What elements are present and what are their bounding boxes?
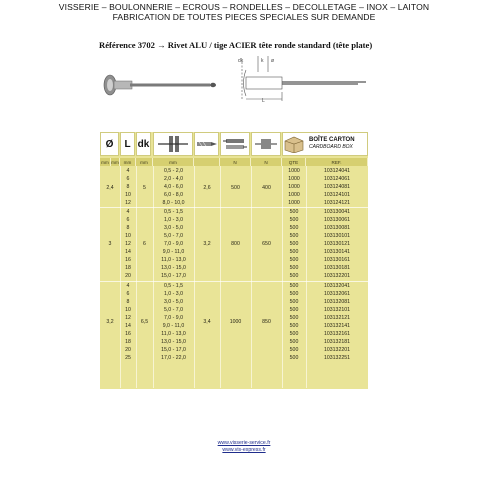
drawing-label-l: L [262, 98, 265, 102]
group-shear: 500 [231, 185, 240, 191]
group-drill: 3,4 [203, 319, 211, 325]
col-header-drill-icon [194, 132, 219, 156]
cell-range: 15,0 - 17,0 [161, 273, 186, 279]
cell-ref: 103132121 [324, 315, 350, 321]
cell-qty: 500 [289, 315, 299, 321]
cell-qty: 500 [289, 355, 299, 361]
cell-ref: 103132181 [324, 339, 350, 345]
unit-dk: mm [136, 158, 153, 166]
website-link-2[interactable]: www.vis-express.fr [222, 447, 266, 453]
cell-qty: 1000 [288, 168, 300, 174]
cell-range: 1,0 - 3,0 [163, 291, 184, 297]
cell-ref: 103124081 [324, 184, 350, 190]
cell-l: 10 [125, 233, 131, 239]
group-divider [100, 207, 368, 208]
cell-ref: 103130101 [324, 233, 350, 239]
cell-ref: 103124101 [324, 192, 350, 198]
group-tensile: 650 [262, 241, 271, 247]
col-header-shear-icon [220, 132, 250, 156]
cell-l: 6 [126, 176, 130, 182]
cell-range: 7,0 - 9,0 [163, 315, 184, 321]
group-divider [100, 281, 368, 282]
cell-l: 4 [126, 209, 130, 215]
cell-qty: 1000 [288, 176, 300, 182]
cell-l: 6 [126, 217, 130, 223]
unit-shear: N [220, 158, 251, 166]
cell-range: 7,0 - 9,0 [163, 241, 184, 247]
cell-l: 16 [125, 331, 131, 337]
group-shear: 800 [231, 241, 240, 247]
group-drill: 3,2 [203, 241, 211, 247]
cell-range: 5,0 - 7,0 [163, 307, 184, 313]
cell-ref: 103130141 [324, 249, 350, 255]
rivet-spec-table [100, 132, 368, 389]
unit-ref: REF. [306, 158, 368, 166]
group-d: 3 [108, 241, 112, 247]
cell-ref: 103124121 [324, 200, 350, 206]
cell-qty: 500 [289, 291, 299, 297]
cell-ref: 103132061 [324, 291, 350, 297]
cell-range: 6,0 - 8,0 [163, 192, 184, 198]
group-shear: 1000 [229, 319, 242, 325]
cell-range: 8,0 - 10,0 [162, 200, 185, 206]
cell-l: 4 [126, 168, 130, 174]
group-dk: 6 [143, 241, 146, 247]
col-divider [194, 166, 195, 388]
cell-ref: 103124041 [324, 168, 350, 174]
cell-qty: 1000 [288, 184, 300, 190]
cell-range: 3,0 - 5,0 [163, 299, 184, 305]
drawing-label-dk: dk [238, 58, 244, 64]
cell-ref: 103130041 [324, 209, 350, 215]
cell-ref: 103132201 [324, 273, 350, 279]
cell-range: 13,0 - 15,0 [161, 265, 186, 271]
cell-l: 20 [125, 347, 131, 353]
unit-drill [194, 158, 220, 166]
group-dk: 5 [143, 185, 146, 191]
cell-qty: 500 [289, 273, 299, 279]
cell-l: 14 [125, 323, 131, 329]
cell-range: 4,0 - 6,0 [163, 184, 184, 190]
cell-qty: 500 [289, 217, 299, 223]
cell-ref: 103132251 [324, 355, 350, 361]
cell-l: 8 [126, 299, 130, 305]
cell-l: 18 [125, 339, 131, 345]
cell-range: 5,0 - 7,0 [163, 233, 184, 239]
cell-range: 17,0 - 22,0 [161, 355, 186, 361]
cell-qty: 500 [289, 209, 299, 215]
cell-ref: 103124061 [324, 176, 350, 182]
group-d: 3,2 [106, 319, 114, 325]
cell-l: 6 [126, 291, 130, 297]
cell-qty: 1000 [288, 200, 300, 206]
rivet-technical-drawing [96, 52, 376, 102]
group-d: 2,4 [106, 185, 114, 191]
cell-ref: 103132161 [324, 331, 350, 337]
drawing-label-d: ø [271, 58, 275, 64]
cell-qty: 500 [289, 241, 299, 247]
cell-qty: 500 [289, 265, 299, 271]
cell-qty: 500 [289, 299, 299, 305]
header-line-2: FABRICATION DE TOUTES PIECES SPECIALES SUR DEMANDE [112, 12, 376, 22]
cell-l: 8 [126, 225, 130, 231]
cell-range: 9,0 - 11,0 [162, 249, 185, 255]
cell-qty: 500 [289, 347, 299, 353]
group-tensile: 400 [262, 185, 271, 191]
rivet-photo [104, 75, 216, 95]
col-header-dk: dk [136, 132, 151, 156]
col-header-box [282, 132, 368, 156]
cell-ref: 103130161 [324, 257, 350, 263]
col-header-l: L [120, 132, 135, 156]
drawing-label-k: k [261, 58, 264, 64]
cell-l: 18 [125, 265, 131, 271]
col-divider [251, 166, 252, 388]
cell-l: 12 [125, 315, 131, 321]
cell-ref: 103130181 [324, 265, 350, 271]
cell-range: 0,5 - 2,0 [163, 168, 184, 174]
group-drill: 2,6 [203, 185, 211, 191]
col-header-tensile-icon [251, 132, 281, 156]
cell-ref: 103132101 [324, 307, 350, 313]
unit-d: mm [100, 158, 111, 166]
cell-range: 0,5 - 1,5 [163, 209, 184, 215]
unit-tensile: N [251, 158, 282, 166]
cell-qty: 500 [289, 339, 299, 345]
header-line-1: VISSERIE – BOULONNERIE – ECROUS – RONDELLES – DECOLLETAGE – INOX – LAITON [58, 2, 430, 12]
cell-range: 3,0 - 5,0 [163, 225, 184, 231]
cell-l: 4 [126, 283, 130, 289]
box-title: BOÎTE CARTON [309, 137, 355, 143]
box-subtitle: CARDBOARD BOX [309, 144, 353, 150]
reference-title: Référence 3702 → Rivet ALU / tige ACIER tête ronde standard (tête plate) [99, 40, 373, 50]
cell-range: 9,0 - 11,0 [162, 323, 185, 329]
website-link-1[interactable]: www.visserie-service.fr [217, 440, 271, 446]
cell-l: 10 [125, 192, 131, 198]
cardboard-box-icon [283, 135, 305, 153]
col-header-d: Ø [100, 132, 119, 156]
unit-d-2: mm [111, 159, 119, 165]
cell-ref: 103132141 [324, 323, 350, 329]
cell-range: 2,0 - 4,0 [163, 176, 184, 182]
unit-range: mm [153, 158, 194, 166]
cell-range: 1,0 - 3,0 [163, 217, 184, 223]
cell-l: 16 [125, 257, 131, 263]
cell-qty: 500 [289, 307, 299, 313]
group-tensile: 850 [262, 319, 271, 325]
cell-l: 12 [125, 241, 131, 247]
cell-qty: 500 [289, 225, 299, 231]
cell-ref: 103132201 [324, 347, 350, 353]
cell-range: 11,0 - 13,0 [161, 257, 186, 263]
cell-qty: 500 [289, 323, 299, 329]
unit-l: mm [120, 158, 136, 166]
cell-qty: 500 [289, 233, 299, 239]
unit-qty: QTE [282, 158, 306, 166]
group-dk: 6,5 [140, 319, 149, 325]
cell-l: 8 [126, 184, 130, 190]
col-divider [136, 166, 137, 388]
cell-qty: 500 [289, 257, 299, 263]
cell-ref: 103130061 [324, 217, 350, 223]
cell-l: 12 [125, 200, 131, 206]
cell-l: 20 [125, 273, 131, 279]
cell-range: 0,5 - 1,5 [163, 283, 184, 289]
cell-ref: 103130081 [324, 225, 350, 231]
cell-range: 13,0 - 15,0 [161, 339, 186, 345]
cell-qty: 500 [289, 283, 299, 289]
cell-qty: 500 [289, 331, 299, 337]
cell-qty: 1000 [288, 192, 300, 198]
cell-range: 15,0 - 17,0 [161, 347, 186, 353]
cell-qty: 500 [289, 249, 299, 255]
cell-l: 25 [125, 355, 131, 361]
cell-l: 14 [125, 249, 131, 255]
col-header-grip-icon [153, 132, 193, 156]
cell-range: 11,0 - 13,0 [161, 331, 186, 337]
cell-ref: 103130121 [324, 241, 350, 247]
col-divider [220, 166, 221, 388]
cell-ref: 103132041 [324, 283, 350, 289]
cell-ref: 103132081 [324, 299, 350, 305]
cell-l: 10 [125, 307, 131, 313]
